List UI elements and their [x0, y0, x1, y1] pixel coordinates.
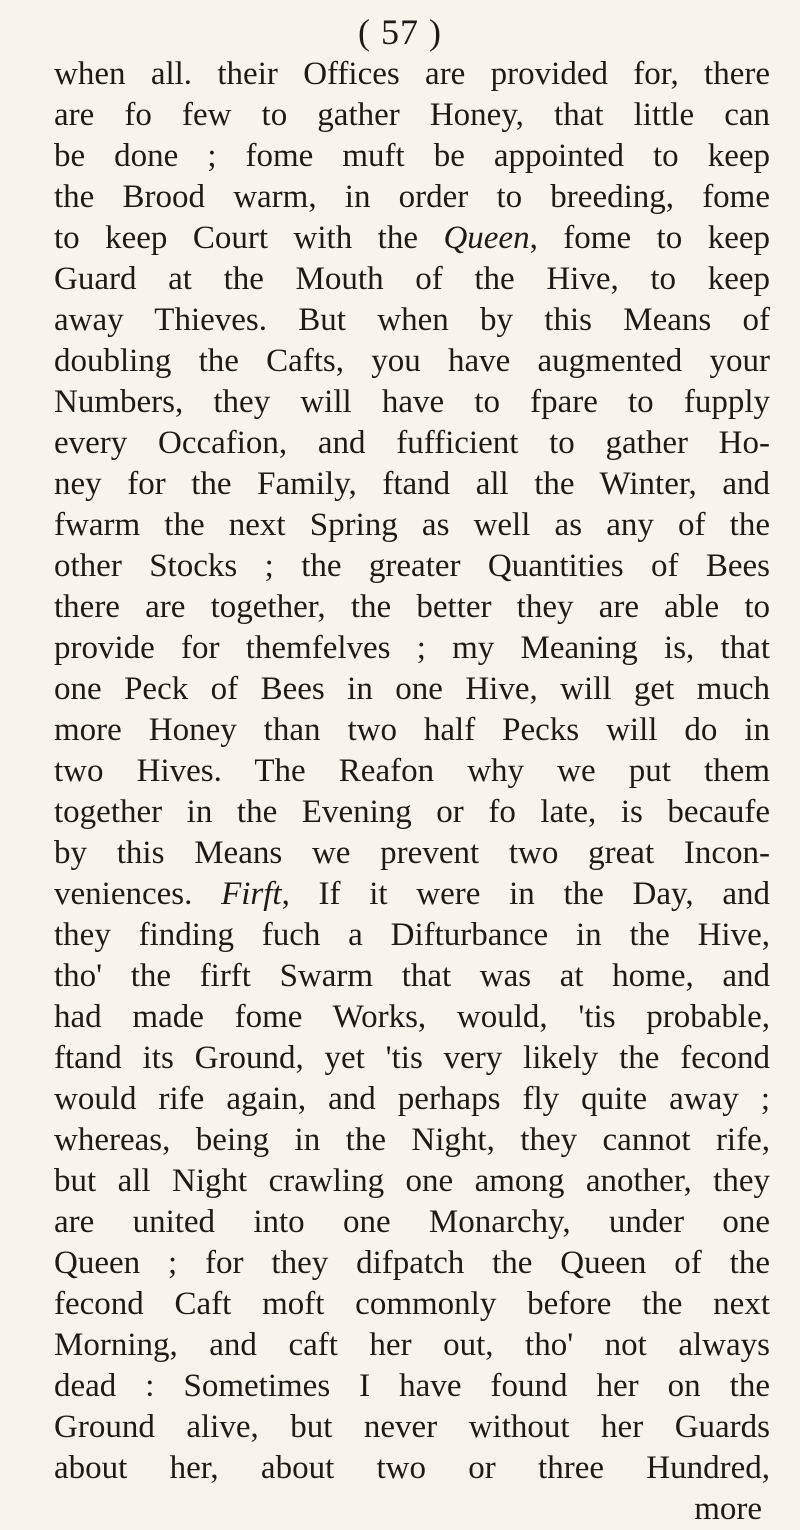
- text-line: two Hives. The Reafon why we put them: [54, 753, 770, 789]
- text-line: Morning, and caft her out, tho' not always: [54, 1327, 770, 1363]
- text-line: Queen ; for they difpatch the Queen of the: [54, 1245, 770, 1281]
- text-line: would rife again, and perhaps fly quite away ;: [54, 1081, 770, 1117]
- catchword: more: [694, 1491, 762, 1527]
- text-line: Ground alive, but never without her Guards: [54, 1409, 770, 1445]
- text-line: ney for the Family, ftand all the Winter, and: [54, 466, 770, 502]
- text-run: to keep Court with the: [54, 220, 444, 256]
- text-line: Guard at the Mouth of the Hive, to keep: [54, 261, 770, 297]
- text-line: be done ; fome muft be appointed to keep: [54, 138, 770, 174]
- text-line: Numbers, they will have to fpare to fupply: [54, 384, 770, 420]
- text-line: other Stocks ; the greater Quantities of Bees: [54, 548, 770, 584]
- text-line: dead : Sometimes I have found her on the: [54, 1368, 770, 1404]
- text-line: tho' the firft Swarm that was at home, and: [54, 958, 770, 994]
- text-line: [54, 218, 770, 259]
- text-line: by this Means we prevent two great Incon-: [54, 835, 770, 871]
- text-line: fecond Caft moft commonly before the next: [54, 1286, 770, 1322]
- text-line: doubling the Cafts, you have augmented your: [54, 343, 770, 379]
- body-text: [54, 54, 770, 1530]
- text-line: there are together, the better they are able to: [54, 589, 770, 625]
- text-line: ftand its Ground, yet 'tis very likely the fecond: [54, 1040, 770, 1076]
- text-line: [54, 874, 770, 915]
- page-number: ( 57 ): [358, 12, 442, 52]
- text-line: every Occafion, and fufficient to gather Ho-: [54, 425, 770, 461]
- text-run: , fome to keep: [529, 220, 770, 256]
- text-line: provide for themfelves ; my Meaning is, that: [54, 630, 770, 666]
- text-line: are fo few to gather Honey, that little can: [54, 97, 770, 133]
- text-run: veniences.: [54, 876, 222, 912]
- text-line: when all. their Offices are provided for, there: [54, 56, 770, 92]
- text-line: about her, about two or three Hundred,: [54, 1450, 770, 1486]
- text-line: whereas, being in the Night, they cannot rife,: [54, 1122, 770, 1158]
- italic-word-firft: Firft: [221, 876, 282, 912]
- text-line: together in the Evening or fo late, is becaufe: [54, 794, 770, 830]
- text-line: they finding fuch a Difturbance in the Hive,: [54, 917, 770, 953]
- text-line: more Honey than two half Pecks will do in: [54, 712, 770, 748]
- text-line: away Thieves. But when by this Means of: [54, 302, 770, 338]
- text-line: had made fome Works, would, 'tis probable,: [54, 999, 770, 1035]
- text-line: the Brood warm, in order to breeding, fome: [54, 179, 770, 215]
- text-run: , If it were in the Day, and: [281, 876, 770, 912]
- text-line: fwarm the next Spring as well as any of the: [54, 507, 770, 543]
- italic-word-queen: Queen: [443, 220, 530, 256]
- text-line: are united into one Monarchy, under one: [54, 1204, 770, 1240]
- text-line: but all Night crawling one among another, they: [54, 1163, 770, 1199]
- text-line: one Peck of Bees in one Hive, will get much: [54, 671, 770, 707]
